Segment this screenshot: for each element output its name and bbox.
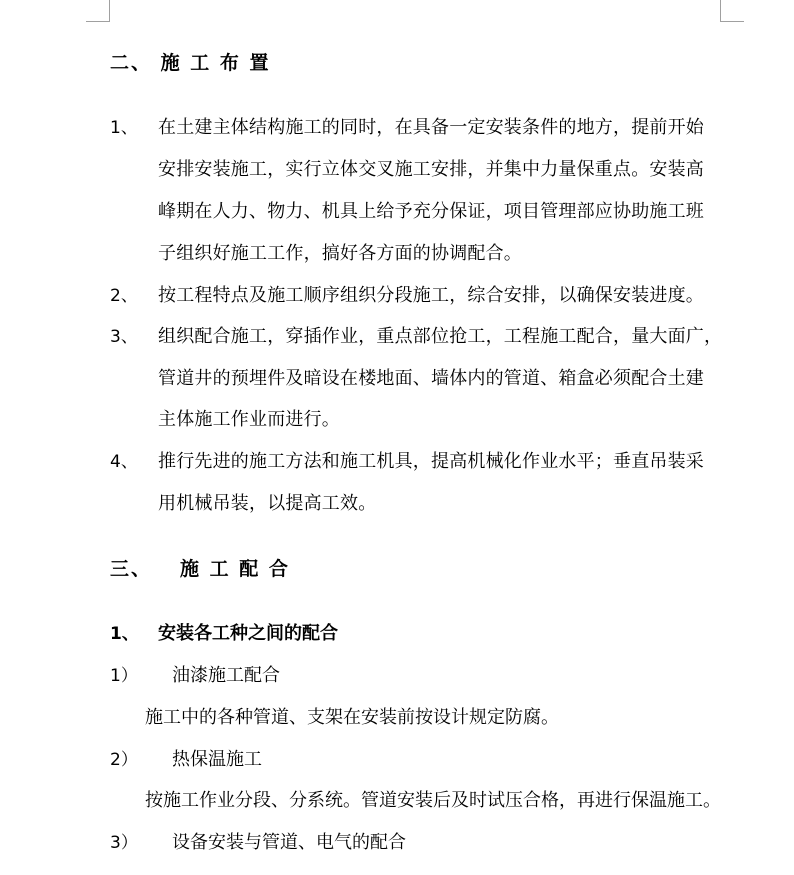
crop-mark-top-right-vertical bbox=[720, 0, 721, 22]
section-2-heading: 二、 施 工 布 置 bbox=[110, 52, 271, 74]
crop-mark-top-left-horizontal bbox=[86, 21, 110, 22]
item-1-number: 1、 bbox=[110, 118, 138, 138]
section-3-heading-text: 施 工 配 合 bbox=[180, 558, 290, 580]
item-4-line-1: 推行先进的施工方法和施工机具，提高机械化作业水平；垂直吊装采 bbox=[158, 451, 704, 472]
subitem-1-number: 1） bbox=[110, 666, 138, 686]
subitem-3-number: 3） bbox=[110, 833, 138, 853]
item-3-number: 3、 bbox=[110, 327, 138, 347]
item-2-line-1: 按工程特点及施工顺序组织分段施工，综合安排，以确保安装进度。 bbox=[158, 285, 704, 306]
crop-mark-top-left-vertical bbox=[109, 0, 110, 22]
subitem-2-body: 按施工作业分段、分系统。管道安装后及时试压合格，再进行保温施工。 bbox=[145, 790, 721, 811]
crop-mark-top-right-horizontal bbox=[720, 21, 744, 22]
subsection-1-number: 1、 bbox=[110, 624, 139, 644]
item-4-number: 4、 bbox=[110, 452, 138, 472]
item-3-line-1: 组织配合施工，穿插作业，重点部位抢工，工程施工配合，量大面广， bbox=[158, 326, 723, 347]
item-1-line-2: 安排安装施工，实行立体交叉施工安排，并集中力量保重点。安装高 bbox=[158, 159, 704, 180]
subitem-1-body: 施工中的各种管道、支架在安装前按设计规定防腐。 bbox=[145, 707, 559, 728]
section-3-heading-number: 三、 bbox=[110, 558, 153, 580]
subsection-1-title: 安装各工种之间的配合 bbox=[158, 623, 338, 644]
item-4-line-2: 用机械吊装，以提高工效。 bbox=[158, 493, 377, 514]
subitem-1-title: 油漆施工配合 bbox=[172, 665, 280, 686]
item-3-line-2: 管道井的预埋件及暗设在楼地面、墙体内的管道、箱盒必须配合土建 bbox=[158, 368, 704, 389]
item-3-line-3: 主体施工作业而进行。 bbox=[158, 409, 340, 430]
item-2-number: 2、 bbox=[110, 286, 138, 306]
item-1-line-4: 子组织好施工工作，搞好各方面的协调配合。 bbox=[158, 243, 522, 264]
subitem-2-title: 热保温施工 bbox=[172, 749, 262, 770]
item-1-line-1: 在土建主体结构施工的同时，在具备一定安装条件的地方，提前开始 bbox=[158, 117, 704, 138]
item-1-line-3: 峰期在人力、物力、机具上给予充分保证，项目管理部应协助施工班 bbox=[158, 201, 704, 222]
subitem-3-title: 设备安装与管道、电气的配合 bbox=[172, 832, 406, 853]
subitem-2-number: 2） bbox=[110, 750, 138, 770]
